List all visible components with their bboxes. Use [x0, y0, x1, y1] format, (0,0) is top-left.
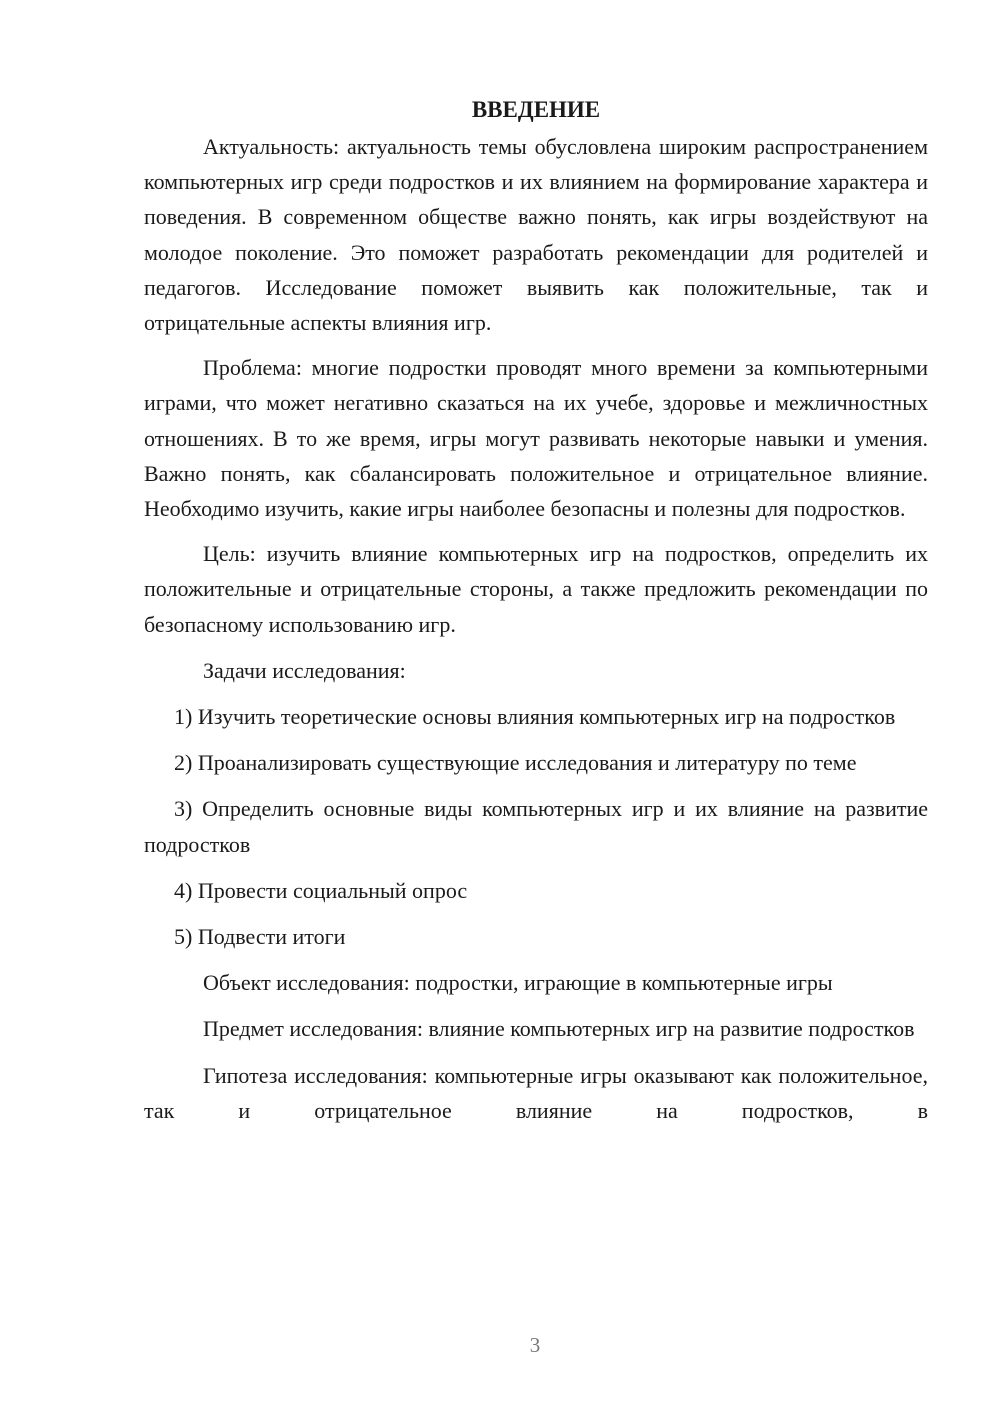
- page-number: 3: [529, 1333, 541, 1357]
- paragraph-subject: Предмет исследования: влияние компьютерных игр на развитие подростков: [203, 1016, 915, 1042]
- task-item-5: 5) Подвести итоги: [174, 924, 346, 950]
- paragraph-object: Объект исследования: подростки, играющие в компьютерные игры: [203, 970, 833, 996]
- paragraph-problem: Проблема: многие подростки проводят много времени за компьютерными играми, что может негативно сказаться на их учебе, здоровье и межличностных отношениях. В то же время, игры могут развивать некоторые навыки и умения. Важно понять, как сбалансировать положительное и отрицательное влияние. Необходимо изучить, какие игры наиболее безопасны и полезны для подростков.: [144, 355, 928, 522]
- task-item-3: 3) Определить основные виды компьютерных игр и их влияние на развитие подростков: [144, 796, 928, 857]
- document-page: [144, 92, 928, 1128]
- tasks-title: Задачи исследования:: [203, 657, 406, 683]
- task-item-2: 2) Проанализировать существующие исследования и литературу по теме: [174, 750, 857, 776]
- paragraph-relevance: Актуальность: актуальность темы обусловлена широким распространением компьютерных игр среди подростков и их влиянием на формирование характера и поведения. В современном обществе важно понять, как игры воздействуют на молодое поколение. Это поможет разработать рекомендации для родителей и педагогов. Исследование поможет выявить как положительные, так и отрицательные аспекты влияния игр.: [144, 134, 928, 336]
- paragraph-goal: Цель: изучить влияние компьютерных игр на подростков, определить их положительные и отрицательные стороны, а также предложить рекомендации по безопасному использованию игр.: [144, 541, 928, 637]
- paragraph-hypothesis: Гипотеза исследования: компьютерные игры оказывают как положительное, так и отрицательное влияние на подростков, в: [144, 1062, 928, 1123]
- task-item-4: 4) Провести социальный опрос: [174, 877, 468, 903]
- section-heading: ВВЕДЕНИЕ: [471, 97, 601, 122]
- task-item-1: 1) Изучить теоретические основы влияния компьютерных игр на подростков: [174, 704, 896, 730]
